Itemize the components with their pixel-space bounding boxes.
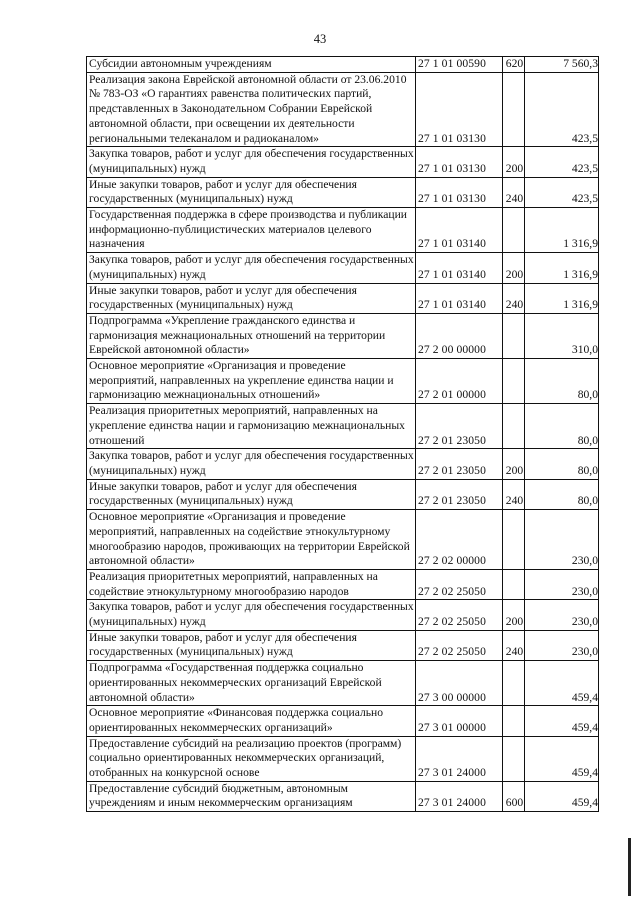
row-name-cell: Иные закупки товаров, работ и услуг для обеспечения государственных (муниципальных) нужд — [87, 630, 416, 660]
row-code-cell: 27 1 01 03140 — [416, 253, 503, 283]
row-name-cell: Закупка товаров, работ и услуг для обеспечения государственных (муниципальных) нужд — [87, 253, 416, 283]
row-code-cell: 27 2 01 23050 — [416, 479, 503, 509]
table-row — [87, 208, 599, 253]
row-code-cell: 27 3 01 00000 — [416, 706, 503, 736]
table-row — [87, 479, 599, 509]
row-vr-cell: 200 — [503, 600, 525, 630]
row-vr-cell — [503, 208, 525, 253]
row-sum-cell: 80,0 — [525, 449, 599, 479]
row-sum-cell: 230,0 — [525, 510, 599, 570]
row-vr-cell: 620 — [503, 57, 525, 73]
table-row — [87, 147, 599, 177]
row-name-cell: Закупка товаров, работ и услуг для обеспечения государственных (муниципальных) нужд — [87, 147, 416, 177]
row-sum-cell: 459,4 — [525, 706, 599, 736]
row-vr-cell — [503, 736, 525, 781]
row-sum-cell: 459,4 — [525, 736, 599, 781]
row-vr-cell: 240 — [503, 283, 525, 313]
table-row — [87, 600, 599, 630]
row-vr-cell: 600 — [503, 781, 525, 811]
row-code-cell: 27 1 01 03130 — [416, 177, 503, 207]
budget-table-body — [87, 57, 599, 812]
row-vr-cell: 240 — [503, 177, 525, 207]
row-vr-cell: 200 — [503, 449, 525, 479]
row-sum-cell: 423,5 — [525, 72, 599, 147]
row-name-cell: Иные закупки товаров, работ и услуг для обеспечения государственных (муниципальных) нужд — [87, 177, 416, 207]
row-sum-cell: 423,5 — [525, 177, 599, 207]
row-name-cell: Реализация приоритетных мероприятий, направленных на содействие этнокультурному многообразию народов — [87, 569, 416, 599]
row-code-cell: 27 2 00 00000 — [416, 313, 503, 358]
row-vr-cell — [503, 359, 525, 404]
row-name-cell: Иные закупки товаров, работ и услуг для обеспечения государственных (муниципальных) нужд — [87, 283, 416, 313]
table-row — [87, 449, 599, 479]
row-sum-cell: 80,0 — [525, 479, 599, 509]
row-name-cell: Субсидии автономным учреждениям — [87, 57, 416, 73]
row-sum-cell: 1 316,9 — [525, 283, 599, 313]
table-row — [87, 57, 599, 73]
table-row — [87, 630, 599, 660]
row-name-cell: Подпрограмма «Государственная поддержка социально ориентированных некоммерческих организаций Еврейской автономной области» — [87, 661, 416, 706]
row-sum-cell: 230,0 — [525, 630, 599, 660]
row-code-cell: 27 2 02 25050 — [416, 630, 503, 660]
table-row — [87, 736, 599, 781]
row-vr-cell — [503, 313, 525, 358]
table-row — [87, 706, 599, 736]
row-code-cell: 27 1 01 03130 — [416, 72, 503, 147]
row-name-cell: Реализация закона Еврейской автономной области от 23.06.2010 № 783-ОЗ «О гарантиях равенства политических партий, представленных в Законодательном Собрании Еврейской автономной области, при освещении их деятельности региональными телеканалом и радиоканалом» — [87, 72, 416, 147]
row-sum-cell: 459,4 — [525, 781, 599, 811]
row-sum-cell: 230,0 — [525, 569, 599, 599]
budget-table — [86, 56, 599, 812]
table-row — [87, 404, 599, 449]
row-name-cell: Подпрограмма «Укрепление гражданского единства и гармонизация межнациональных отношений на территории Еврейской автономной области» — [87, 313, 416, 358]
row-name-cell: Предоставление субсидий на реализацию проектов (программ) социально ориентированных некоммерческих организаций, отобранных на конкурсной основе — [87, 736, 416, 781]
row-code-cell: 27 2 01 23050 — [416, 449, 503, 479]
table-row — [87, 253, 599, 283]
row-sum-cell: 1 316,9 — [525, 253, 599, 283]
row-sum-cell: 423,5 — [525, 147, 599, 177]
row-name-cell: Реализация приоритетных мероприятий, направленных на укрепление единства нации и гармонизацию межнациональных отношений — [87, 404, 416, 449]
row-code-cell: 27 1 01 03140 — [416, 208, 503, 253]
row-vr-cell: 200 — [503, 147, 525, 177]
row-sum-cell: 1 316,9 — [525, 208, 599, 253]
row-sum-cell: 80,0 — [525, 404, 599, 449]
table-row — [87, 510, 599, 570]
row-sum-cell: 310,0 — [525, 313, 599, 358]
table-row — [87, 177, 599, 207]
row-code-cell: 27 3 01 24000 — [416, 781, 503, 811]
table-row — [87, 661, 599, 706]
row-vr-cell: 200 — [503, 253, 525, 283]
row-vr-cell — [503, 569, 525, 599]
table-row — [87, 283, 599, 313]
row-vr-cell — [503, 706, 525, 736]
row-sum-cell: 7 560,3 — [525, 57, 599, 73]
row-code-cell: 27 3 01 24000 — [416, 736, 503, 781]
row-sum-cell: 459,4 — [525, 661, 599, 706]
row-name-cell: Закупка товаров, работ и услуг для обеспечения государственных (муниципальных) нужд — [87, 449, 416, 479]
row-code-cell: 27 2 02 25050 — [416, 569, 503, 599]
row-name-cell: Основное мероприятие «Организация и проведение мероприятий, направленных на укрепление единства нации и гармонизацию межнациональных отношений» — [87, 359, 416, 404]
row-code-cell: 27 2 01 00000 — [416, 359, 503, 404]
row-vr-cell: 240 — [503, 479, 525, 509]
row-sum-cell: 230,0 — [525, 600, 599, 630]
row-vr-cell — [503, 72, 525, 147]
scan-edge-mark — [628, 838, 631, 896]
row-name-cell: Закупка товаров, работ и услуг для обеспечения государственных (муниципальных) нужд — [87, 600, 416, 630]
row-name-cell: Предоставление субсидий бюджетным, автономным учреждениям и иным некоммерческим организациям — [87, 781, 416, 811]
row-sum-cell: 80,0 — [525, 359, 599, 404]
row-code-cell: 27 1 01 00590 — [416, 57, 503, 73]
row-code-cell: 27 2 02 25050 — [416, 600, 503, 630]
table-row — [87, 72, 599, 147]
table-row — [87, 313, 599, 358]
page-number: 43 — [313, 32, 327, 46]
row-name-cell: Основное мероприятие «Финансовая поддержка социально ориентированных некоммерческих организаций» — [87, 706, 416, 736]
row-vr-cell — [503, 404, 525, 449]
row-vr-cell — [503, 510, 525, 570]
row-code-cell: 27 1 01 03140 — [416, 283, 503, 313]
row-code-cell: 27 2 01 23050 — [416, 404, 503, 449]
row-name-cell: Основное мероприятие «Организация и проведение мероприятий, направленных на содействие этнокультурному многообразию народов, проживающих на территории Еврейской автономной области» — [87, 510, 416, 570]
row-code-cell: 27 2 02 00000 — [416, 510, 503, 570]
table-row — [87, 781, 599, 811]
row-code-cell: 27 1 01 03130 — [416, 147, 503, 177]
row-code-cell: 27 3 00 00000 — [416, 661, 503, 706]
table-row — [87, 569, 599, 599]
row-name-cell: Государственная поддержка в сфере производства и публикации информационно-публицистических материалов целевого назначения — [87, 208, 416, 253]
table-row — [87, 359, 599, 404]
row-vr-cell — [503, 661, 525, 706]
row-vr-cell: 240 — [503, 630, 525, 660]
row-name-cell: Иные закупки товаров, работ и услуг для обеспечения государственных (муниципальных) нужд — [87, 479, 416, 509]
